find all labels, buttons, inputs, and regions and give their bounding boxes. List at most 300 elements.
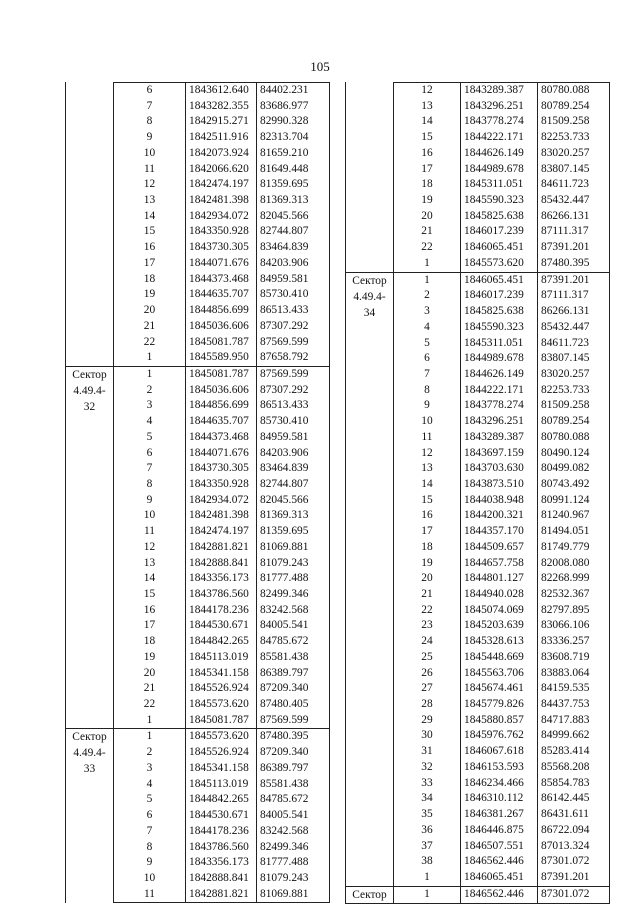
y-coordinate: 84159.535 [538, 681, 610, 697]
x-coordinate: 1845036.606 [186, 319, 257, 335]
x-coordinate: 1845573.620 [186, 729, 257, 745]
sector-label-line: Сектор [72, 368, 107, 381]
point-number: 18 [394, 177, 461, 193]
y-coordinate: 81649.448 [257, 162, 330, 178]
y-coordinate: 84717.883 [538, 713, 610, 729]
y-coordinate: 82253.733 [538, 130, 610, 146]
point-number: 14 [394, 114, 461, 130]
y-coordinate: 83020.257 [538, 367, 610, 383]
x-coordinate: 1845081.787 [186, 335, 257, 351]
y-coordinate: 81369.313 [257, 508, 330, 524]
x-coordinate: 1842915.271 [186, 114, 257, 130]
point-number: 36 [394, 823, 461, 839]
sector-label-line: 33 [83, 763, 96, 776]
x-coordinate: 1842481.398 [186, 508, 257, 524]
point-number: 1 [114, 350, 186, 366]
y-coordinate: 87301.072 [538, 854, 610, 870]
point-number: 13 [394, 99, 461, 115]
x-coordinate: 1845341.158 [186, 666, 257, 682]
point-number: 29 [394, 713, 461, 729]
y-coordinate: 84203.906 [257, 446, 330, 462]
y-coordinate: 87391.201 [538, 272, 610, 288]
x-coordinate: 1845976.762 [461, 728, 538, 744]
y-coordinate: 83336.257 [538, 634, 610, 650]
y-coordinate: 84999.662 [538, 728, 610, 744]
point-number: 15 [114, 587, 186, 603]
y-coordinate: 85581.438 [257, 650, 330, 666]
point-number: 13 [394, 461, 461, 477]
point-number: 21 [394, 587, 461, 603]
x-coordinate: 1844856.699 [186, 303, 257, 319]
point-number: 28 [394, 697, 461, 713]
x-coordinate: 1845526.924 [186, 681, 257, 697]
y-coordinate: 83807.145 [538, 351, 610, 367]
y-coordinate: 85581.438 [257, 777, 330, 793]
point-number: 2 [394, 288, 461, 304]
y-coordinate: 81749.779 [538, 540, 610, 556]
x-coordinate: 1844635.707 [186, 414, 257, 430]
x-coordinate: 1844989.678 [461, 162, 538, 178]
y-coordinate: 83464.839 [257, 240, 330, 256]
y-coordinate: 80743.492 [538, 477, 610, 493]
y-coordinate: 84785.672 [257, 792, 330, 808]
x-coordinate: 1844222.171 [461, 383, 538, 399]
point-number: 3 [114, 761, 186, 777]
y-coordinate: 84611.723 [538, 177, 610, 193]
y-coordinate: 80499.082 [538, 461, 610, 477]
x-coordinate: 1845081.787 [186, 366, 257, 382]
y-coordinate: 86389.797 [257, 666, 330, 682]
x-coordinate: 1842073.924 [186, 146, 257, 162]
y-coordinate: 81069.881 [257, 540, 330, 556]
x-coordinate: 1843612.640 [186, 83, 257, 99]
y-coordinate: 85432.447 [538, 193, 610, 209]
point-number: 9 [114, 130, 186, 146]
point-number: 7 [114, 99, 186, 115]
point-number: 5 [394, 336, 461, 352]
y-coordinate: 87111.317 [538, 288, 610, 304]
point-number: 37 [394, 839, 461, 855]
y-coordinate: 81494.051 [538, 524, 610, 540]
point-number: 22 [394, 240, 461, 256]
point-number: 11 [114, 524, 186, 540]
point-number: 10 [114, 871, 186, 887]
x-coordinate: 1846017.239 [461, 224, 538, 240]
coordinates-table-left [65, 82, 330, 903]
point-number: 4 [114, 414, 186, 430]
x-coordinate: 1843289.387 [461, 430, 538, 446]
sector-cell [346, 886, 394, 903]
point-number: 18 [114, 634, 186, 650]
y-coordinate: 81777.488 [257, 571, 330, 587]
y-coordinate: 84203.906 [257, 256, 330, 272]
y-coordinate: 81079.243 [257, 871, 330, 887]
point-number: 3 [394, 304, 461, 320]
x-coordinate: 1846065.451 [461, 870, 538, 886]
x-coordinate: 1843778.274 [461, 398, 538, 414]
point-number: 14 [114, 571, 186, 587]
y-coordinate: 83242.568 [257, 603, 330, 619]
x-coordinate: 1845590.323 [461, 193, 538, 209]
sector-cell [66, 366, 114, 729]
point-number: 17 [394, 162, 461, 178]
x-coordinate: 1844842.265 [186, 792, 257, 808]
y-coordinate: 85568.208 [538, 760, 610, 776]
point-number: 1 [394, 256, 461, 272]
point-number: 16 [394, 146, 461, 162]
x-coordinate: 1845674.461 [461, 681, 538, 697]
x-coordinate: 1842481.398 [186, 193, 257, 209]
y-coordinate: 87013.324 [538, 839, 610, 855]
x-coordinate: 1843356.173 [186, 855, 257, 871]
point-number: 9 [114, 855, 186, 871]
y-coordinate: 82499.346 [257, 587, 330, 603]
point-number: 21 [114, 681, 186, 697]
sector-cell [66, 729, 114, 903]
x-coordinate: 1845589.950 [186, 350, 257, 366]
y-coordinate: 87569.599 [257, 713, 330, 729]
x-coordinate: 1845880.857 [461, 713, 538, 729]
y-coordinate: 87480.395 [257, 729, 330, 745]
point-number: 20 [114, 666, 186, 682]
x-coordinate: 1845590.323 [461, 320, 538, 336]
x-coordinate: 1844178.236 [186, 603, 257, 619]
y-coordinate: 87111.317 [538, 224, 610, 240]
y-coordinate: 80789.254 [538, 99, 610, 115]
table-row [346, 272, 610, 288]
y-coordinate: 80490.124 [538, 446, 610, 462]
y-coordinate: 86389.797 [257, 761, 330, 777]
x-coordinate: 1845825.638 [461, 209, 538, 225]
point-number: 34 [394, 791, 461, 807]
point-number: 1 [114, 729, 186, 745]
point-number: 11 [114, 887, 186, 903]
x-coordinate: 1844801.127 [461, 571, 538, 587]
y-coordinate: 81777.488 [257, 855, 330, 871]
x-coordinate: 1843697.159 [461, 446, 538, 462]
x-coordinate: 1842934.072 [186, 493, 257, 509]
x-coordinate: 1845113.019 [186, 650, 257, 666]
x-coordinate: 1844989.678 [461, 351, 538, 367]
point-number: 25 [394, 650, 461, 666]
y-coordinate: 86266.131 [538, 209, 610, 225]
point-number: 1 [114, 713, 186, 729]
point-number: 16 [394, 508, 461, 524]
point-number: 12 [114, 540, 186, 556]
y-coordinate: 87569.599 [257, 366, 330, 382]
x-coordinate: 1845113.019 [186, 777, 257, 793]
point-number: 15 [394, 130, 461, 146]
x-coordinate: 1845825.638 [461, 304, 538, 320]
x-coordinate: 1845311.051 [461, 336, 538, 352]
page-number: 105 [310, 59, 330, 74]
y-coordinate: 83608.719 [538, 650, 610, 666]
x-coordinate: 1843873.510 [461, 477, 538, 493]
y-coordinate: 86513.433 [257, 303, 330, 319]
x-coordinate: 1843730.305 [186, 240, 257, 256]
point-number: 18 [114, 272, 186, 288]
x-coordinate: 1844530.671 [186, 618, 257, 634]
point-number: 12 [394, 446, 461, 462]
y-coordinate: 82797.895 [538, 603, 610, 619]
point-number: 35 [394, 807, 461, 823]
y-coordinate: 82313.704 [257, 130, 330, 146]
point-number: 12 [114, 177, 186, 193]
y-coordinate: 81079.243 [257, 556, 330, 572]
y-coordinate: 83883.064 [538, 666, 610, 682]
y-coordinate: 87209.340 [257, 745, 330, 761]
y-coordinate: 83242.568 [257, 824, 330, 840]
point-number: 24 [394, 634, 461, 650]
point-number: 9 [114, 493, 186, 509]
x-coordinate: 1846562.446 [461, 886, 538, 903]
x-coordinate: 1842474.197 [186, 177, 257, 193]
y-coordinate: 83686.977 [257, 99, 330, 115]
y-coordinate: 85854.783 [538, 776, 610, 792]
y-coordinate: 81359.695 [257, 177, 330, 193]
y-coordinate: 80780.088 [538, 430, 610, 446]
x-coordinate: 1843786.560 [186, 587, 257, 603]
y-coordinate: 82268.999 [538, 571, 610, 587]
y-coordinate: 87480.395 [538, 256, 610, 272]
x-coordinate: 1846310.112 [461, 791, 538, 807]
x-coordinate: 1844200.321 [461, 508, 538, 524]
y-coordinate: 86722.094 [538, 823, 610, 839]
point-number: 31 [394, 744, 461, 760]
point-number: 10 [114, 508, 186, 524]
x-coordinate: 1844842.265 [186, 634, 257, 650]
x-coordinate: 1846067.618 [461, 744, 538, 760]
point-number: 10 [114, 146, 186, 162]
x-coordinate: 1844856.699 [186, 398, 257, 414]
x-coordinate: 1843282.355 [186, 99, 257, 115]
x-coordinate: 1843730.305 [186, 461, 257, 477]
y-coordinate: 87658.792 [257, 350, 330, 366]
y-coordinate: 86431.611 [538, 807, 610, 823]
point-number: 17 [394, 524, 461, 540]
x-coordinate: 1846562.446 [461, 854, 538, 870]
point-number: 7 [114, 824, 186, 840]
x-coordinate: 1842934.072 [186, 209, 257, 225]
point-number: 13 [114, 193, 186, 209]
y-coordinate: 82499.346 [257, 840, 330, 856]
point-number: 12 [394, 83, 461, 99]
y-coordinate: 81359.695 [257, 524, 330, 540]
sector-cell [346, 83, 394, 273]
x-coordinate: 1845036.606 [186, 383, 257, 399]
x-coordinate: 1842888.841 [186, 871, 257, 887]
point-number: 14 [114, 209, 186, 225]
point-number: 17 [114, 618, 186, 634]
x-coordinate: 1844530.671 [186, 808, 257, 824]
x-coordinate: 1845448.669 [461, 650, 538, 666]
x-coordinate: 1845203.639 [461, 618, 538, 634]
y-coordinate: 85730.410 [257, 287, 330, 303]
x-coordinate: 1845328.613 [461, 634, 538, 650]
point-number: 1 [394, 870, 461, 886]
x-coordinate: 1842511.916 [186, 130, 257, 146]
x-coordinate: 1845563.706 [461, 666, 538, 682]
point-number: 6 [394, 351, 461, 367]
x-coordinate: 1844657.758 [461, 556, 538, 572]
x-coordinate: 1843296.251 [461, 414, 538, 430]
point-number: 16 [114, 603, 186, 619]
x-coordinate: 1845526.924 [186, 745, 257, 761]
point-number: 23 [394, 618, 461, 634]
x-coordinate: 1844635.707 [186, 287, 257, 303]
x-coordinate: 1845341.158 [186, 761, 257, 777]
x-coordinate: 1844373.468 [186, 430, 257, 446]
x-coordinate: 1844357.170 [461, 524, 538, 540]
x-coordinate: 1845779.826 [461, 697, 538, 713]
point-number: 33 [394, 776, 461, 792]
table-row [346, 886, 610, 903]
point-number: 8 [114, 114, 186, 130]
point-number: 7 [394, 367, 461, 383]
x-coordinate: 1846153.593 [461, 760, 538, 776]
point-number: 2 [114, 383, 186, 399]
x-coordinate: 1844071.676 [186, 446, 257, 462]
point-number: 10 [394, 414, 461, 430]
x-coordinate: 1842881.821 [186, 540, 257, 556]
point-number: 13 [114, 556, 186, 572]
point-number: 22 [394, 603, 461, 619]
point-number: 21 [394, 224, 461, 240]
table-row [66, 729, 330, 745]
point-number: 22 [114, 335, 186, 351]
y-coordinate: 85432.447 [538, 320, 610, 336]
y-coordinate: 87307.292 [257, 383, 330, 399]
point-number: 8 [114, 477, 186, 493]
table-row [66, 366, 330, 382]
point-number: 30 [394, 728, 461, 744]
sector-cell [66, 83, 114, 367]
point-number: 5 [114, 792, 186, 808]
y-coordinate: 82045.566 [257, 493, 330, 509]
sector-label-line: Сектор [352, 888, 387, 901]
x-coordinate: 1846065.451 [461, 240, 538, 256]
point-number: 14 [394, 477, 461, 493]
x-coordinate: 1845573.620 [461, 256, 538, 272]
y-coordinate: 83464.839 [257, 461, 330, 477]
y-coordinate: 82008.080 [538, 556, 610, 572]
x-coordinate: 1842881.821 [186, 887, 257, 903]
sector-label-line: Сектор [72, 731, 107, 744]
point-number: 20 [394, 209, 461, 225]
y-coordinate: 84437.753 [538, 697, 610, 713]
x-coordinate: 1844373.468 [186, 272, 257, 288]
y-coordinate: 80991.124 [538, 493, 610, 509]
y-coordinate: 84785.672 [257, 634, 330, 650]
x-coordinate: 1846065.451 [461, 272, 538, 288]
y-coordinate: 81509.258 [538, 398, 610, 414]
y-coordinate: 82045.566 [257, 209, 330, 225]
x-coordinate: 1845081.787 [186, 713, 257, 729]
point-number: 2 [114, 745, 186, 761]
y-coordinate: 87391.201 [538, 870, 610, 886]
x-coordinate: 1843350.928 [186, 224, 257, 240]
point-number: 3 [114, 398, 186, 414]
point-number: 11 [394, 430, 461, 446]
x-coordinate: 1844940.028 [461, 587, 538, 603]
point-number: 38 [394, 854, 461, 870]
x-coordinate: 1842474.197 [186, 524, 257, 540]
point-number: 20 [114, 303, 186, 319]
point-number: 22 [114, 697, 186, 713]
x-coordinate: 1843289.387 [461, 83, 538, 99]
x-coordinate: 1843786.560 [186, 840, 257, 856]
point-number: 4 [114, 777, 186, 793]
x-coordinate: 1842066.620 [186, 162, 257, 178]
x-coordinate: 1845311.051 [461, 177, 538, 193]
x-coordinate: 1845573.620 [186, 697, 257, 713]
y-coordinate: 82990.328 [257, 114, 330, 130]
x-coordinate: 1843703.630 [461, 461, 538, 477]
point-number: 17 [114, 256, 186, 272]
x-coordinate: 1843356.173 [186, 571, 257, 587]
point-number: 6 [114, 83, 186, 99]
y-coordinate: 87209.340 [257, 681, 330, 697]
point-number: 20 [394, 571, 461, 587]
point-number: 32 [394, 760, 461, 776]
x-coordinate: 1846446.875 [461, 823, 538, 839]
y-coordinate: 82532.367 [538, 587, 610, 603]
point-number: 1 [114, 366, 186, 382]
point-number: 19 [114, 650, 186, 666]
x-coordinate: 1844178.236 [186, 824, 257, 840]
point-number: 7 [114, 461, 186, 477]
x-coordinate: 1844222.171 [461, 130, 538, 146]
x-coordinate: 1844626.149 [461, 367, 538, 383]
point-number: 21 [114, 319, 186, 335]
point-number: 8 [114, 840, 186, 856]
point-number: 6 [114, 446, 186, 462]
sector-label-line: Сектор [352, 274, 387, 287]
y-coordinate: 84959.581 [257, 272, 330, 288]
y-coordinate: 83807.145 [538, 162, 610, 178]
y-coordinate: 84005.541 [257, 808, 330, 824]
y-coordinate: 81069.881 [257, 887, 330, 903]
point-number: 19 [394, 556, 461, 572]
point-number: 6 [114, 808, 186, 824]
y-coordinate: 80780.088 [538, 83, 610, 99]
y-coordinate: 83066.106 [538, 618, 610, 634]
y-coordinate: 87301.072 [538, 886, 610, 903]
y-coordinate: 87569.599 [257, 335, 330, 351]
sector-label-line: 34 [363, 306, 376, 319]
x-coordinate: 1846381.267 [461, 807, 538, 823]
sector-label-line: 32 [83, 400, 96, 413]
x-coordinate: 1844038.948 [461, 493, 538, 509]
point-number: 1 [394, 886, 461, 903]
y-coordinate: 80789.254 [538, 414, 610, 430]
table-row [346, 83, 610, 99]
y-coordinate: 81240.967 [538, 508, 610, 524]
point-number: 1 [394, 272, 461, 288]
y-coordinate: 84402.231 [257, 83, 330, 99]
point-number: 18 [394, 540, 461, 556]
x-coordinate: 1845074.069 [461, 603, 538, 619]
y-coordinate: 87480.405 [257, 697, 330, 713]
y-coordinate: 87307.292 [257, 319, 330, 335]
y-coordinate: 84005.541 [257, 618, 330, 634]
sector-label-line: 4.49.4- [73, 384, 106, 397]
point-number: 5 [114, 430, 186, 446]
point-number: 26 [394, 666, 461, 682]
table-row [66, 83, 330, 99]
sector-label-line: 4.49.4- [353, 290, 386, 303]
y-coordinate: 85730.410 [257, 414, 330, 430]
